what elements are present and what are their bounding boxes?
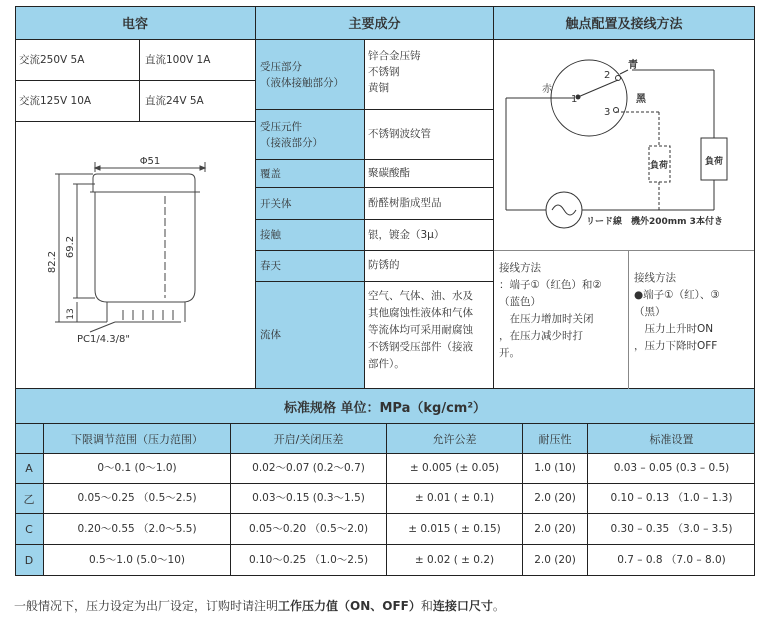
cell-pressure-resistance: 2.0 (20): [534, 553, 576, 566]
material-label-pressure-element: 受压元件 （接液部分）: [256, 110, 364, 159]
load-label-1: 負荷: [649, 161, 669, 171]
cell-standard-setting: 0.03 – 0.05 (0.3 – 0.5): [613, 462, 730, 474]
lead-wire-label: リード線: [586, 217, 623, 227]
capacity-ac-250: 交流250V 5A: [19, 54, 85, 66]
load-label-2: 負荷: [704, 157, 724, 167]
material-label-switch-body: 开关体: [256, 188, 364, 219]
terminal-3-label: 3: [604, 107, 611, 118]
wiring-method-right: 接线方法 ●端子①（红）、③ （黑） 压力上升时ON ，压力下降时OFF: [634, 272, 720, 352]
cell-tolerance: ± 0.02 ( ± 0.2): [414, 553, 495, 566]
material-value-pressure-element: 不锈钢波纹管: [368, 128, 431, 140]
cell-differential: 0.10～0.25 （1.0～2.5): [248, 553, 369, 566]
capacity-dc-24: 直流24V 5A: [145, 95, 204, 107]
material-label-contact: 接触: [256, 220, 364, 250]
spec-title: 标准规格 单位：MPa（kg/cm²）: [15, 389, 755, 423]
material-label-spring: 春天: [256, 251, 364, 281]
cell-range: 0～0.1 (0～1.0): [97, 462, 177, 474]
cell-pressure-resistance: 2.0 (20): [534, 522, 576, 535]
wiring-method-left: 接线方法 ：端子①（红色）和② （蓝色） 在压力增加时关闭 ，在压力减少时打 开。: [499, 262, 602, 359]
dim-thread-label: PC1/4.3/8": [77, 334, 130, 345]
cell-range: 0.05～0.25 （0.5～2.5): [77, 492, 197, 504]
header-materials: 主要成分: [256, 6, 493, 39]
row-id: D: [15, 545, 43, 575]
spec-col-differential: 开启/关闭压差: [231, 424, 386, 453]
cell-tolerance: ± 0.015 ( ± 0.15): [408, 522, 501, 535]
lead-length-label: 機外200mm 3本付き: [631, 217, 723, 227]
capacity-dc-100: 直流100V 1A: [145, 54, 211, 66]
dim-h2-label: 69.2: [65, 235, 76, 259]
header-capacity: 电容: [15, 6, 255, 39]
cell-pressure-resistance: 2.0 (20): [534, 492, 576, 504]
spec-col-empty: [15, 424, 43, 453]
cell-standard-setting: 0.30 – 0.35 （3.0 – 3.5): [610, 522, 733, 535]
cell-standard-setting: 0.7 – 0.8 （7.0 – 8.0): [617, 553, 726, 566]
capacity-ac-125: 交流125V 10A: [19, 95, 92, 107]
wire-black-label: 黑: [636, 94, 646, 105]
terminal-2-label: 2: [604, 70, 611, 81]
header-contacts: 触点配置及接线方法: [494, 6, 754, 39]
footer-note: 一般情况下，压力设定为出厂设定，订购时请注明工作压力值（ON、OFF）和连接口尺寸。: [14, 599, 505, 613]
cell-tolerance: ± 0.01 ( ± 0.1): [414, 492, 495, 504]
dim-h1-label: 82.2: [47, 250, 58, 274]
dim-h3-label: 13: [66, 308, 76, 320]
wire-red-label: 赤: [542, 84, 552, 95]
row-id: C: [15, 514, 43, 544]
cell-differential: 0.05～0.20 （0.5～2.0): [248, 522, 369, 535]
material-value-pressure-part: 锌合金压铸 不锈钢 黄铜: [368, 50, 421, 94]
dimension-drawing: [15, 122, 255, 388]
material-value-spring: 防锈的: [368, 259, 400, 271]
spec-col-pressure-resistance: 耐压性: [523, 424, 587, 453]
cell-pressure-resistance: 1.0 (10): [534, 462, 576, 474]
material-label-pressure-part: 受压部分 （液体接触部分）: [256, 40, 364, 109]
wiring-diagram: [494, 40, 754, 250]
material-value-fluid: 空气、气体、油、水及 其他腐蚀性液体和气体 等流体均可采用耐腐蚀 不锈钢受压部件（接液 部件）。: [368, 290, 473, 370]
material-value-switch-body: 酚醛树脂成型品: [368, 197, 442, 209]
cell-differential: 0.03～0.15 (0.3～1.5): [252, 492, 365, 504]
cell-range: 0.20～0.55 （2.0～5.5): [77, 522, 197, 535]
dim-phi-label: Φ51: [139, 156, 161, 167]
material-value-contact: 银，镀金（3μ）: [368, 229, 445, 241]
cell-standard-setting: 0.10 – 0.13 （1.0 – 1.3): [610, 492, 733, 504]
material-label-cover: 覆盖: [256, 160, 364, 187]
wire-green-label: 青: [628, 60, 638, 71]
spec-col-tolerance: 允许公差: [387, 424, 522, 453]
cell-tolerance: ± 0.005 (± 0.05): [409, 462, 500, 474]
row-id: 乙: [15, 484, 43, 513]
cell-range: 0.5～1.0 (5.0～10): [89, 553, 185, 566]
row-id: A: [15, 454, 43, 483]
spec-col-range: 下限调节范围（压力范围）: [44, 424, 230, 453]
material-value-cover: 聚碳酸酯: [368, 167, 410, 179]
material-label-fluid: 流体: [256, 282, 364, 388]
terminal-1-label: 1: [571, 94, 578, 105]
cell-differential: 0.02～0.07 (0.2～0.7): [252, 462, 365, 474]
spec-col-standard-setting: 标准设置: [588, 424, 755, 453]
